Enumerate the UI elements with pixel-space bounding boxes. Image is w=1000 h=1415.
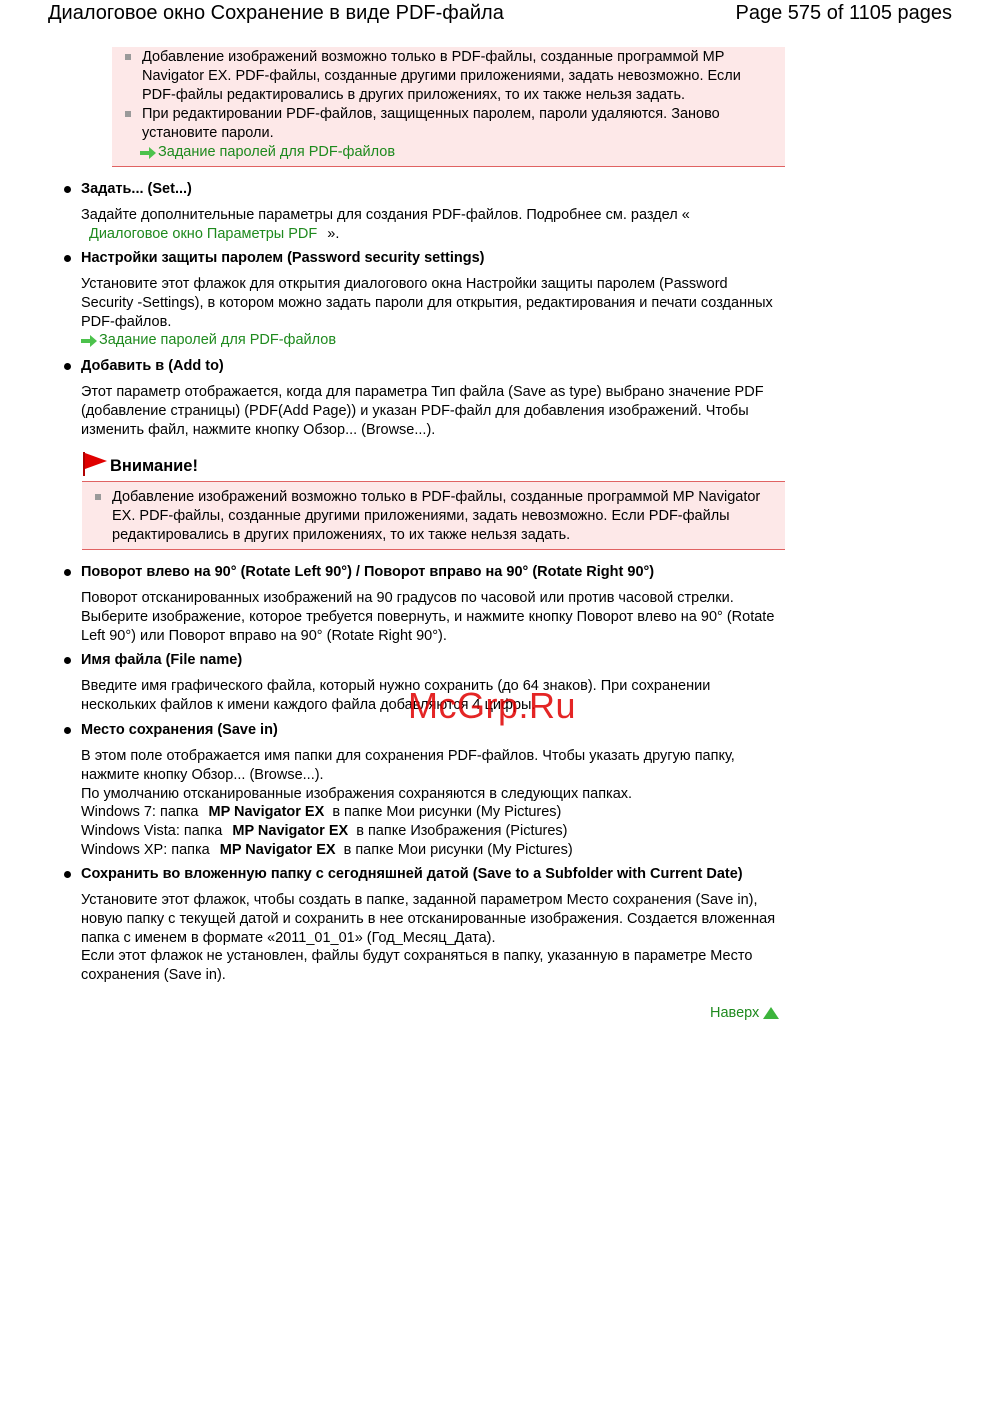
bullet-icon bbox=[64, 186, 71, 193]
note-box-top bbox=[112, 47, 785, 167]
bullet-icon bbox=[64, 255, 71, 262]
section-text-tail: ». bbox=[327, 225, 340, 242]
section-rotate bbox=[62, 563, 782, 645]
folder-location: в папке Мои рисунки (My Pictures) bbox=[343, 841, 573, 858]
section-text: Поворот отсканированных изображений на 90 градусов по часовой или против часовой стрелки. Выберите изображение, которое требуется повернуть, и нажмите кнопку Поворот влево на 90° (Rotate Left 90°) или Поворот вправо на 90° (Rotate Right 90°). bbox=[81, 590, 775, 644]
folder-name: MP Navigator EX bbox=[208, 804, 325, 821]
path-windows-xp bbox=[81, 841, 782, 860]
section-heading bbox=[62, 249, 782, 268]
attention-title: Внимание! bbox=[110, 457, 198, 475]
note-text: Добавление изображений возможно только в PDF-файлы, созданные программой MP Navigator EX. PDF-файлы, созданные другими приложениями, задать невозможно. Если PDF-файлы редактировались в других приложениях, то их также нельзя задать. bbox=[142, 49, 741, 103]
password-settings-link[interactable]: Задание паролей для PDF-файлов bbox=[158, 144, 396, 160]
folder-location: в папке Мои рисунки (My Pictures) bbox=[332, 804, 562, 821]
section-text: По умолчанию отсканированные изображения сохраняются в следующих папках. bbox=[81, 785, 633, 802]
bullet-icon bbox=[64, 657, 71, 664]
section-body bbox=[62, 206, 782, 244]
page-counter: Page 575 of 1105 pages bbox=[735, 2, 952, 24]
note-item bbox=[112, 105, 771, 143]
attention-box bbox=[82, 481, 785, 550]
section-heading bbox=[62, 357, 782, 376]
section-subfolder bbox=[62, 865, 782, 985]
square-bullet-icon bbox=[95, 494, 101, 500]
path-windows-vista bbox=[81, 822, 782, 841]
back-to-top-link[interactable]: Наверх bbox=[710, 1005, 760, 1021]
section-body bbox=[62, 275, 782, 350]
folder-location: в папке Изображения (Pictures) bbox=[356, 823, 568, 840]
section-save-in bbox=[62, 721, 782, 860]
section-add-to bbox=[62, 357, 782, 439]
folder-name: MP Navigator EX bbox=[232, 823, 349, 840]
section-text: В этом поле отображается имя папки для сохранения PDF-файлов. Чтобы указать другую папку, нажмите кнопку Обзор... (Browse...). bbox=[81, 748, 735, 783]
section-body bbox=[62, 383, 782, 439]
page-title: Диалоговое окно Сохранение в виде PDF-файла bbox=[48, 2, 504, 24]
section-title: Задать... (Set...) bbox=[81, 181, 192, 197]
section-password bbox=[62, 249, 782, 350]
section-title: Поворот влево на 90° (Rotate Left 90°) / Поворот вправо на 90° (Rotate Right 90°) bbox=[81, 564, 655, 580]
red-flag-icon bbox=[82, 452, 108, 476]
password-link-row bbox=[112, 143, 771, 162]
section-title: Настройки защиты паролем (Password security settings) bbox=[81, 250, 485, 266]
section-text: Введите имя графического файла, который нужно сохранить (до 64 знаков). При сохранении нескольких файлов к имени каждого файла добавляются 4 цифры. bbox=[81, 678, 711, 713]
bullet-icon bbox=[64, 871, 71, 878]
section-heading bbox=[62, 563, 782, 582]
section-text: Задайте дополнительные параметры для создания PDF-файлов. Подробнее см. раздел « bbox=[81, 207, 690, 223]
section-body bbox=[62, 747, 782, 860]
note-item bbox=[82, 488, 771, 545]
section-set bbox=[62, 180, 782, 244]
section-text: Установите этот флажок для открытия диалогового окна Настройки защиты паролем (Password Security -Settings), в котором можно задать пароли для открытия, редактирования и печати созданных PDF-файлов. bbox=[81, 276, 773, 330]
section-body bbox=[62, 589, 782, 645]
section-heading bbox=[62, 865, 782, 884]
os-label: Windows 7: папка bbox=[81, 804, 199, 821]
section-body bbox=[62, 891, 782, 985]
pdf-params-link[interactable]: Диалоговое окно Параметры PDF bbox=[89, 225, 318, 242]
section-title: Место сохранения (Save in) bbox=[81, 722, 278, 738]
section-heading bbox=[62, 651, 782, 670]
section-text: Установите этот флажок, чтобы создать в папке, заданной параметром Место сохранения (Save in), новую папку с текущей датой и сохранить в нее отсканированные изображения. Создается вложенная папка с именем в формате «2011_01_01» (Год_Месяц_Дата). bbox=[81, 892, 776, 946]
square-bullet-icon bbox=[125, 111, 131, 117]
path-windows7 bbox=[81, 803, 782, 822]
note-text: При редактировании PDF-файлов, защищенных паролем, пароли удаляются. Заново установите пароли. bbox=[142, 106, 720, 141]
bullet-icon bbox=[64, 727, 71, 734]
bullet-icon bbox=[64, 363, 71, 370]
password-settings-link[interactable]: Задание паролей для PDF-файлов bbox=[99, 332, 337, 349]
attention-heading bbox=[82, 452, 198, 476]
up-arrow-icon[interactable] bbox=[763, 1007, 779, 1019]
section-title: Сохранить во вложенную папку с сегодняшней датой (Save to a Subfolder with Current Date) bbox=[81, 866, 743, 882]
section-title: Добавить в (Add to) bbox=[81, 358, 224, 374]
bullet-icon bbox=[64, 569, 71, 576]
os-label: Windows XP: папка bbox=[81, 841, 210, 858]
section-text: Этот параметр отображается, когда для параметра Тип файла (Save as type) выбрано значение PDF (добавление страницы) (PDF(Add Page)) и указан PDF-файл для добавления изображений. Чтобы изменить файл, нажмите кнопку Обзор... (Browse...). bbox=[81, 384, 764, 438]
note-item bbox=[112, 48, 771, 105]
back-to-top[interactable] bbox=[710, 1005, 779, 1021]
section-text: Если этот флажок не установлен, файлы будут сохраняться в папку, указанную в параметре Место сохранения (Save in). bbox=[81, 948, 753, 984]
note-text: Добавление изображений возможно только в PDF-файлы, созданные программой MP Navigator EX. PDF-файлы, созданные другими приложениями, задать невозможно. Если PDF-файлы редактировались в других приложениях, то их также нельзя задать. bbox=[112, 489, 761, 543]
green-arrow-icon bbox=[81, 335, 97, 347]
folder-name: MP Navigator EX bbox=[219, 841, 336, 858]
square-bullet-icon bbox=[125, 54, 131, 60]
green-arrow-icon bbox=[140, 147, 156, 159]
section-heading bbox=[62, 180, 782, 199]
section-title: Имя файла (File name) bbox=[81, 652, 243, 668]
password-link-row bbox=[81, 331, 782, 350]
os-label: Windows Vista: папка bbox=[81, 823, 223, 840]
watermark: McGrp.Ru bbox=[408, 685, 577, 726]
